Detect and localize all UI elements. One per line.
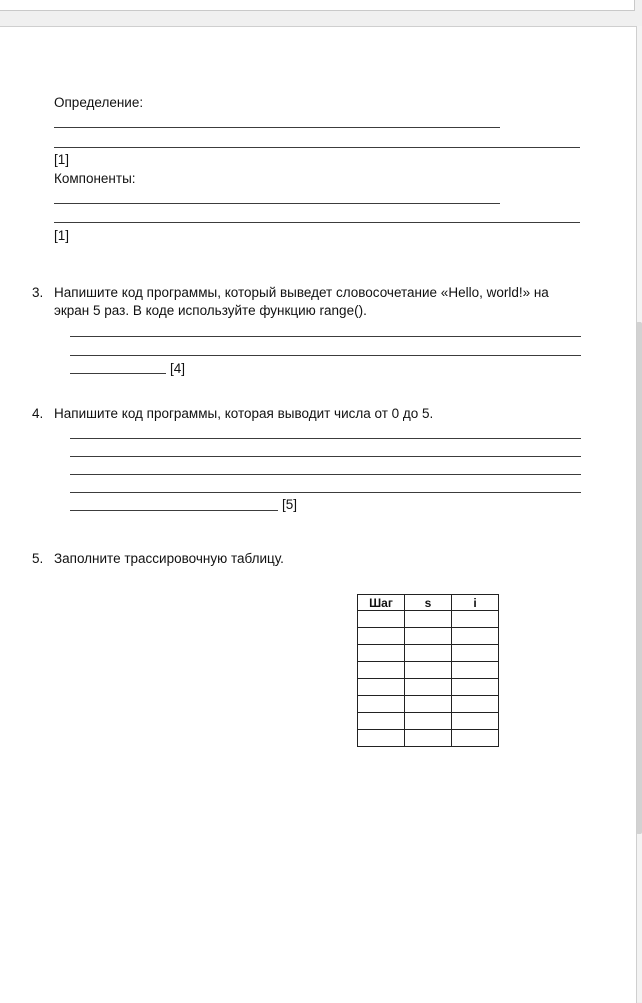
table-cell[interactable] [358, 713, 405, 730]
table-header-row [358, 595, 499, 611]
table-cell[interactable] [405, 662, 452, 679]
table-row [358, 611, 499, 628]
table-cell[interactable] [405, 696, 452, 713]
question-number: 3. [32, 285, 44, 300]
question-3-text-line-2: экран 5 раз. В коде используйте функцию range(). [54, 303, 367, 318]
table-cell[interactable] [358, 611, 405, 628]
table-row [358, 730, 499, 747]
table-cell[interactable] [358, 679, 405, 696]
marks-label: [5] [282, 497, 298, 512]
definition-label: Определение: [54, 95, 144, 110]
answer-line[interactable] [70, 510, 278, 511]
table-row [358, 696, 499, 713]
answer-line[interactable] [70, 373, 166, 374]
table-cell[interactable] [405, 611, 452, 628]
answer-line[interactable] [54, 222, 580, 223]
table-cell[interactable] [358, 628, 405, 645]
answer-line[interactable] [70, 336, 581, 337]
marks-label: [1] [54, 152, 70, 167]
answer-line[interactable] [54, 147, 580, 148]
marks-label: [4] [170, 361, 186, 376]
table-cell[interactable] [358, 645, 405, 662]
answer-line[interactable] [54, 203, 500, 204]
marks-label: [1] [54, 228, 70, 243]
table-cell[interactable] [358, 730, 405, 747]
table-row [358, 713, 499, 730]
table-row [358, 628, 499, 645]
table-row [358, 662, 499, 679]
table-cell[interactable] [405, 645, 452, 662]
previous-page-edge [0, 0, 635, 11]
table-cell[interactable] [452, 730, 499, 747]
table-cell[interactable] [452, 679, 499, 696]
answer-line[interactable] [70, 355, 581, 356]
components-label: Компоненты: [54, 171, 136, 186]
header-step: Шаг [358, 595, 405, 611]
table-cell[interactable] [405, 679, 452, 696]
question-number: 5. [32, 551, 44, 566]
table-cell[interactable] [452, 696, 499, 713]
header-i: i [452, 595, 499, 611]
table-row [358, 645, 499, 662]
table-cell[interactable] [452, 628, 499, 645]
table-cell[interactable] [452, 611, 499, 628]
table-cell[interactable] [405, 730, 452, 747]
answer-line[interactable] [70, 438, 581, 439]
question-3-text-line-1: Напишите код программы, который выведет словосочетание «Hello, world!» на [54, 285, 549, 300]
table-cell[interactable] [452, 662, 499, 679]
table-row [358, 679, 499, 696]
table-cell[interactable] [358, 696, 405, 713]
table-cell[interactable] [358, 662, 405, 679]
trace-table [357, 594, 499, 747]
table-cell[interactable] [452, 645, 499, 662]
question-5-text: Заполните трассировочную таблицу. [54, 551, 284, 566]
answer-line[interactable] [70, 492, 581, 493]
table-cell[interactable] [405, 628, 452, 645]
answer-line[interactable] [70, 456, 581, 457]
header-s: s [405, 595, 452, 611]
table-cell[interactable] [405, 713, 452, 730]
question-4-text: Напишите код программы, которая выводит числа от 0 до 5. [54, 406, 434, 421]
answer-line[interactable] [70, 474, 581, 475]
question-number: 4. [32, 406, 44, 421]
answer-line[interactable] [54, 127, 500, 128]
table-cell[interactable] [452, 713, 499, 730]
